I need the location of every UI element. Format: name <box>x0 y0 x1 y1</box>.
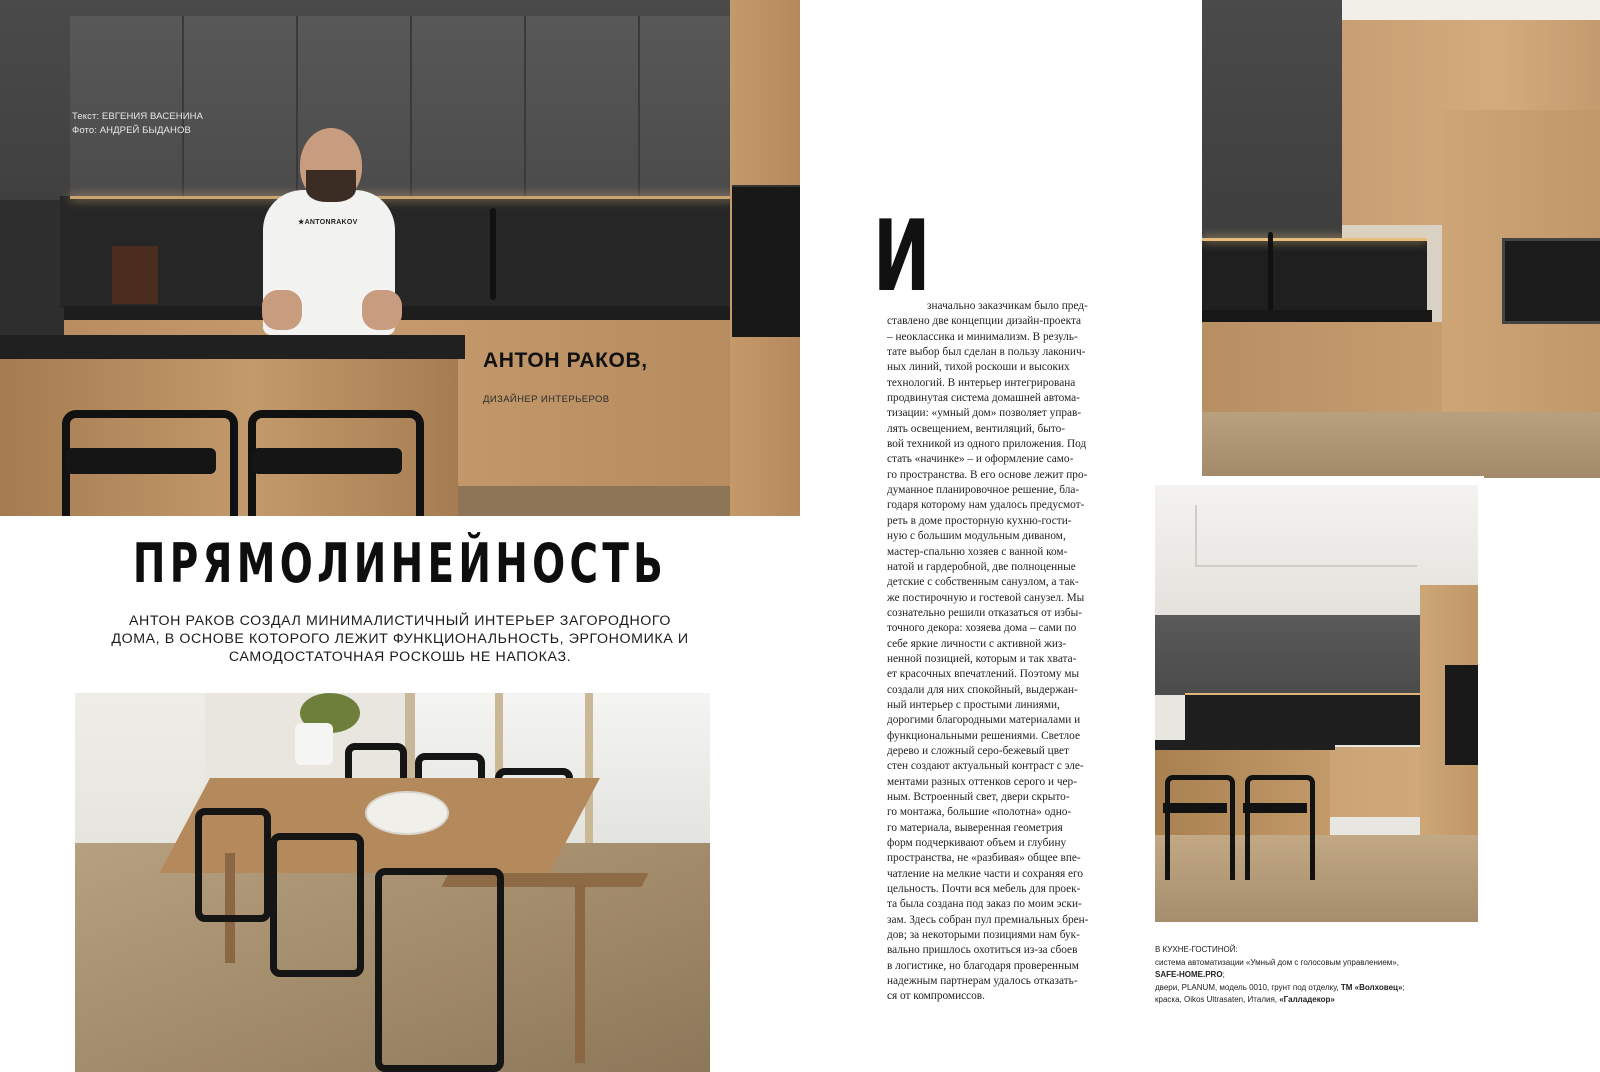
article-line: ненной позицией, которым и так хвата- <box>887 652 1077 665</box>
article-line: стать «начинке» – и оформление само- <box>887 453 1074 466</box>
kitchen-photo-top <box>1202 0 1600 478</box>
article-line: цельность. Почти вся мебель для проек- <box>887 883 1081 896</box>
drop-cap: И <box>873 200 931 314</box>
photo-credit: Фото: АНДРЕЙ БЫДАНОВ <box>72 125 191 136</box>
caption-brand: «Галладекор» <box>1279 995 1335 1005</box>
article-line: го пространства. В его основе лежит про- <box>887 468 1088 481</box>
article-headline: ПРЯМОЛИНЕЙНОСТЬ <box>132 532 668 595</box>
built-in-oven <box>732 185 800 337</box>
designer-arm <box>262 290 302 330</box>
bar-stool-seat <box>66 448 216 474</box>
knife-block <box>112 246 158 304</box>
article-line: технологий. В интерьер интегрирована <box>887 376 1076 389</box>
lead-line: ДОМА, В ОСНОВЕ КОТОРОГО ЛЕЖИТ ФУНКЦИОНАЛЬНОСТЬ, ЭРГОНОМИКА И <box>111 631 689 647</box>
article-line: ную с большим модульным диваном, <box>887 530 1066 543</box>
article-line: в логистике, но благодаря проверенным <box>887 959 1079 972</box>
text-credit: Текст: ЕВГЕНИЯ ВАСЕНИНА <box>72 111 204 122</box>
caption-line: краска, Oikos Ultrasaten, Италия, <box>1155 995 1280 1005</box>
plant-pot <box>295 723 333 765</box>
floor <box>1202 412 1600 478</box>
bar-stool <box>1245 775 1315 880</box>
article-body <box>887 299 1109 1005</box>
article-line: реть в доме просторную кухню-гости- <box>887 514 1072 527</box>
faucet <box>1268 232 1273 312</box>
article-line: годаря которому нам удалось предусмот- <box>887 499 1085 512</box>
designer-arm <box>362 290 402 330</box>
hero-photo-kitchen-designer <box>0 0 800 516</box>
article-line: чатление на мелкие части и сохраняя его <box>887 867 1084 880</box>
stone-wall <box>1155 615 1425 695</box>
led-strip <box>1185 693 1425 695</box>
cabinet-panel <box>412 16 526 196</box>
bar-stool <box>1165 775 1235 880</box>
cabinet-panel <box>640 16 732 196</box>
faucet <box>490 208 496 300</box>
backsplash <box>1185 695 1425 745</box>
backsplash <box>1202 240 1427 310</box>
dining-chair <box>195 808 271 922</box>
island-countertop <box>1155 740 1335 750</box>
caption-line: система автоматизации «Умный дом с голосовым управлением», <box>1155 957 1399 967</box>
article-line: надежным партнерам удалось отказать- <box>887 975 1078 988</box>
countertop <box>1202 310 1432 322</box>
article-line: го материала, выверенная геометрия <box>887 821 1063 834</box>
article-line: вой техникой из одного приложения. Под <box>887 438 1087 451</box>
article-line: дорогими благородными материалами и <box>887 714 1081 727</box>
article-line: ет красочных впечатлений. Поэтому мы <box>887 668 1080 681</box>
cabinet-panel <box>184 16 298 196</box>
caption-brand: ТМ «Волховец» <box>1340 982 1403 992</box>
article-line: ставлено две концепции дизайн-проекта <box>887 315 1082 328</box>
caption-brand: SAFE-HOME.PRO <box>1155 970 1223 980</box>
article-line: детские с собственным санузлом, а так- <box>887 576 1079 589</box>
island-countertop <box>0 335 465 359</box>
cabinet-panel <box>70 16 184 196</box>
article-lead <box>90 612 710 666</box>
article-line: себе яркие личности с активной жиз- <box>887 637 1067 650</box>
serving-plate <box>365 791 449 835</box>
article-line: ный интерьер с простыми линиями, <box>887 698 1060 711</box>
article-line: тизации: «умный дом» позволяет управ- <box>887 407 1082 420</box>
bar-stool-seat <box>1163 803 1227 813</box>
article-line: та была создана под заказ по моим эски- <box>887 898 1082 911</box>
article-line: ся от компромиссов. <box>887 990 985 1003</box>
article-line: дов; за некоторыми позициями нам бук- <box>887 929 1080 942</box>
table-leg <box>575 883 585 1063</box>
article-line: значально заказчикам было пред- <box>927 300 1088 312</box>
bar-stool-seat <box>252 448 402 474</box>
article-line: ментами разных оттенков серого и чер- <box>887 775 1077 788</box>
photo-caption <box>1155 944 1485 1007</box>
led-strip <box>1202 238 1427 241</box>
article-line: зам. Здесь собран пул премиальных брен- <box>887 913 1089 926</box>
stone-upper-cabinets <box>1202 0 1342 240</box>
tshirt-logo: ★ANTONRAKOV <box>298 219 358 226</box>
backsplash <box>60 196 735 308</box>
window-mullion <box>585 693 593 853</box>
article-line: точного декора: хозяева дома – сами по <box>887 622 1077 635</box>
article-line: создали для них спокойный, выдержан- <box>887 683 1078 696</box>
lead-line: АНТОН РАКОВ СОЗДАЛ МИНИМАЛИСТИЧНЫЙ ИНТЕРЬЕР ЗАГОРОДНОГО <box>128 613 672 629</box>
floor <box>440 486 740 516</box>
dining-chair <box>375 868 504 1072</box>
designer-role: ДИЗАЙНЕР ИНТЕРЬЕРОВ <box>483 394 610 405</box>
lead-line: САМОДОСТАТОЧНАЯ РОСКОШЬ НЕ НАПОКАЗ. <box>228 649 572 665</box>
article-line: ных линий, тихой роскоши и высоких <box>887 361 1070 374</box>
article-line: сознательно решили отказаться от избы- <box>887 606 1083 619</box>
article-line: натой и гардеробной, две полноценные <box>887 560 1076 573</box>
article-line: думанное планировочное решение, бла- <box>887 484 1080 497</box>
dining-chair <box>270 833 364 977</box>
kitchen-living-photo <box>1155 485 1478 922</box>
article-line: мастер-спальню хозяев с ванной ком- <box>887 545 1068 558</box>
caption-separator: ; <box>1402 982 1405 992</box>
article-line: продвинутая система домашней автома- <box>887 392 1080 405</box>
caption-heading: В КУХНЕ-ГОСТИНОЙ: <box>1155 945 1238 954</box>
caption-line: двери, PLANUM, модель 0010, грунт под отделку, <box>1155 982 1341 992</box>
lower-cabinets <box>1202 322 1442 412</box>
ceiling-light-slot <box>1195 505 1417 567</box>
caption-separator: ; <box>1222 970 1225 980</box>
article-line: – неоклассика и минимализм. В резуль- <box>887 330 1078 343</box>
built-in-oven <box>1445 665 1478 765</box>
cabinet-panel <box>526 16 640 196</box>
designer-name: АНТОН РАКОВ, <box>483 349 648 372</box>
bar-stool-seat <box>1243 803 1307 813</box>
article-line: лять освещением, вентиляций, быто- <box>887 422 1066 435</box>
built-in-oven <box>1502 238 1600 324</box>
article-line: стен создают актуальный контраст с эле- <box>887 760 1084 773</box>
article-line: форм подчеркивают объем и глубину <box>887 837 1067 850</box>
article-line: же постирочную и гостевой санузел. Мы <box>887 591 1085 604</box>
article-line: вально пришлось охотиться из-за сбоев <box>887 944 1078 957</box>
article-line: функциональными решениями. Светлое <box>887 729 1080 742</box>
article-line: дерево и сложный серо-бежевый цвет <box>887 744 1069 757</box>
led-strip <box>70 196 735 199</box>
dining-room-photo <box>75 693 710 1072</box>
article-line: пространства, не «разбивая» общее впе- <box>887 852 1081 865</box>
designer-beard <box>306 170 356 202</box>
article-line: тате выбор был сделан в пользу лаконич- <box>887 346 1086 359</box>
article-line: ным. Встроенный свет, двери скрыто- <box>887 791 1070 803</box>
article-line: го монтажа, большие «полотна» одно- <box>887 806 1072 819</box>
